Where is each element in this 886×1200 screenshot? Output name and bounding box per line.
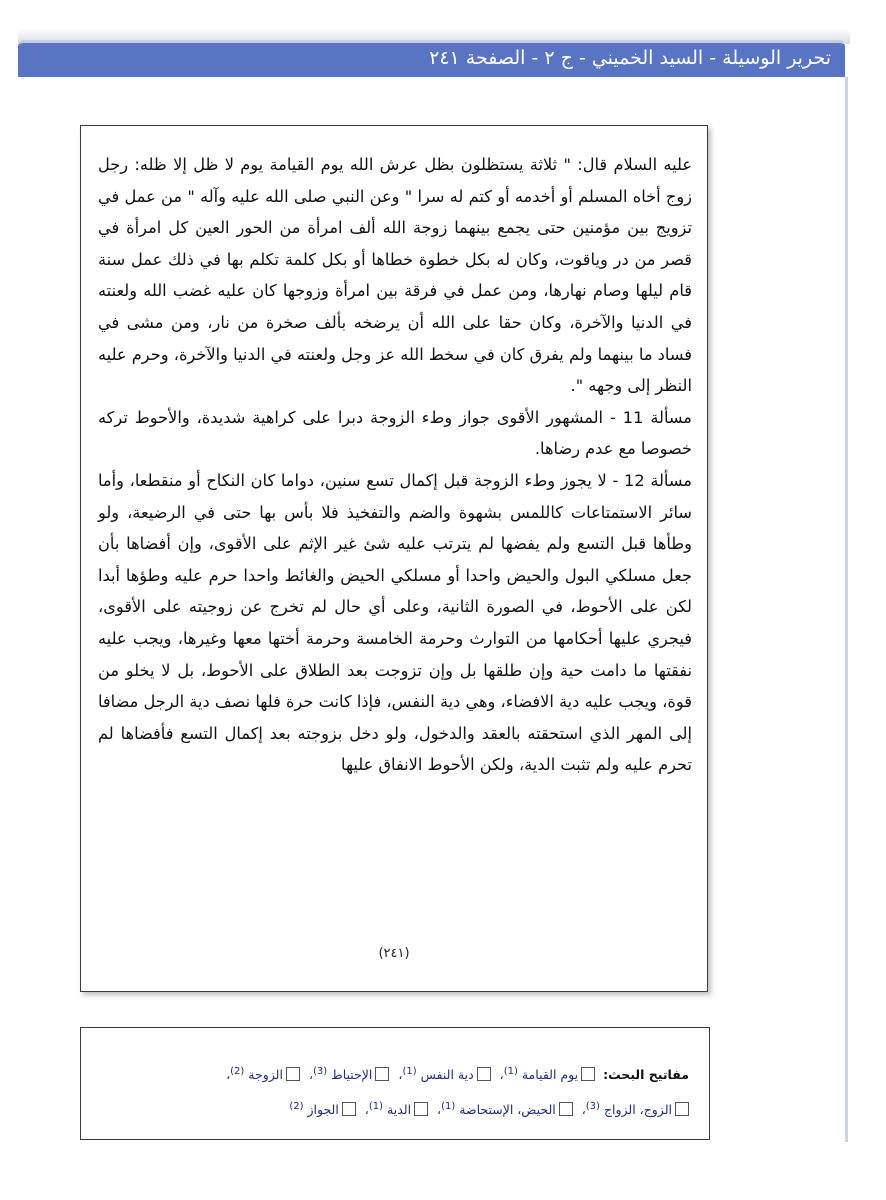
paragraph-issue-11: مسألة 11 - المشهور الأقوى جواز وطء الزوجة دبرا على كراهية شديدة، والأحوط تركه خصوصا مع عدم رضاها. (98, 407, 692, 459)
paragraph-hadith: عليه السلام قال: " ثلاثة يستظلون بظل عرش الله يوم القيامة يوم لا ظل إلا ظله: رجل زوج أخاه المسلم أو أخدمه أو كتم له سرا " وعن النبي صلى الله عليه وآله " من عمل في تزويج بين مؤمنين حتى يجمع بينهما زوجة الله ألف امرأة من الحور العين كل امرأة في قصر من در وياقوت، وكان له بكل خطوة خطاها أو بكل كلمة تكلم بها في ذلك عمل سنة قام ليلها وصام نهارها، ومن عمل في فرقة بين امرأة وزوجها كان عليه غضب الله ولعنته في الدنيا والآخرة، وكان حقا على الله أن يرضخه بألف صخرة من نار، ومن مشى في فساد ما بينهما ولم يفرق كان في سخط الله عز وجل ولعنته في الدنيا والآخرة، وحرم عليه النظر إلى وجهه ". (98, 155, 692, 396)
keyword-item[interactable]: الدية $^{(1)}$، (360, 1091, 428, 1126)
page-number: (٢٤١) (378, 946, 410, 961)
checkbox[interactable] (675, 1102, 689, 1116)
keyword-item[interactable]: الجواز $^{(2)}$ (289, 1091, 356, 1126)
checkbox[interactable] (477, 1067, 491, 1081)
checkbox[interactable] (342, 1102, 356, 1116)
checkbox[interactable] (559, 1102, 573, 1116)
search-keywords-box (80, 1027, 710, 1140)
book-page (80, 125, 708, 992)
page-body (98, 149, 692, 781)
paragraph-issue-12: مسألة 12 - لا يجوز وطء الزوجة قبل إكمال تسع سنين، دواما كان النكاح أو منقطعا، وأما سائر الاستمتاعات كاللمس بشهوة والضم والتفخيذ فلا بأس بها حتى في الرضيعة، ولو وطأها قبل التسع ولم يفضها لم يترتب عليه شئ غير الإثم على الأقوى، وإن أفضاها بأن جعل مسلكي البول والحيض واحدا أو مسلكي الحيض والغائط واحدا حرم عليه وطؤها أبدا لكن على الأحوط، في الصورة الثانية، وعلى أي حال لم تخرج عن زوجيته على الأقوى، فيجري عليها أحكامها من التوارث وحرمة الخامسة وحرمة أختها معها وغيرها، ويجب عليه نفقتها ما دامت حية وإن طلقها بل وإن تزوجت بعد الطلاق على الأحوط، بل لا يخلو من قوة، ويجب عليه دية الافضاء، وهي دية النفس، فإذا كانت حرة فلها نصف دية الرجل مضافا إلى المهر الذي استحقته بالعقد والدخول، ولو دخل بزوجته بعد إكمال التسع فأفضاها لم تحرم عليه ولم تثبت الدية، ولكن الأحوط الانفاق عليها (98, 470, 692, 775)
keywords-list (169, 1056, 689, 1126)
checkbox[interactable] (414, 1102, 428, 1116)
keyword-item[interactable]: يوم القيامة $^{(1)}$، (495, 1056, 595, 1091)
checkbox[interactable] (286, 1067, 300, 1081)
keyword-item[interactable]: الحيض، الإستحاضة $^{(1)}$، (432, 1091, 573, 1126)
header-title: تحرير الوسيلة - السيد الخميني - ج ٢ - الصفحة ٢٤١ (429, 47, 831, 69)
scroll-edge (845, 77, 848, 1142)
header-bar (18, 40, 845, 77)
keyword-item[interactable]: الإحتياط $^{(3)}$، (304, 1056, 389, 1091)
checkbox[interactable] (581, 1067, 595, 1081)
keywords-label: مفاتيح البحث: (603, 1067, 689, 1082)
keyword-item[interactable]: الزوج، الزواج $^{(3)}$، (577, 1091, 689, 1126)
keyword-item[interactable]: الزوجة $^{(2)}$، (221, 1056, 300, 1091)
keyword-item[interactable]: دية النفس $^{(1)}$، (393, 1056, 490, 1091)
checkbox[interactable] (375, 1067, 389, 1081)
